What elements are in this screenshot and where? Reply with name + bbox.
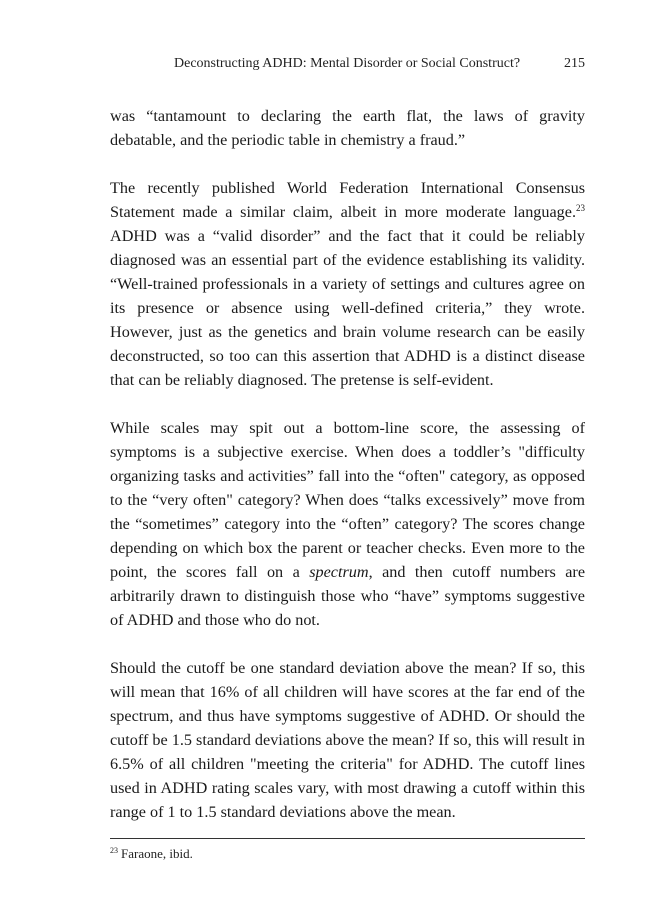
running-header — [110, 56, 585, 76]
paragraph-2-text-a: The recently published World Federation International Consensus Statement made a similar claim, albeit in more moderate language. — [110, 179, 585, 221]
paragraph-3-emphasis: spectrum — [309, 563, 369, 581]
footnote-divider — [110, 838, 585, 839]
paragraph-3 — [110, 416, 585, 632]
footnote-text: Faraone, ibid. — [121, 846, 193, 861]
paragraph-4: Should the cutoff be one standard deviation above the mean? If so, this will mean that 16% of all children will have scores at the far end of the spectrum, and thus have symptoms suggestive of ADHD. Or should the cutoff be 1.5 standard deviations above the mean? If so, this will result in 6.5% of all children "meeting the criteria" for ADHD. The cutoff lines used in ADHD rating scales vary, with most drawing a cutoff within this range of 1 to 1.5 standard deviations above the mean. — [110, 659, 585, 821]
footnote-number: 23 — [110, 846, 118, 855]
paragraph-2 — [110, 176, 585, 392]
paragraph-3-text-a: While scales may spit out a bottom-line score, the assessing of symptoms is a subjective exercise. When does a toddler’s "difficulty organizing tasks and activities” fall into the “often" category, as opposed to the “very often" category? When does “talks excessively” move from the “sometimes” category into the “often” category? The scores change depending on which box the parent or teacher checks. Even more to the point, the scores fall on a — [110, 419, 585, 581]
paragraph-2-text-b: ADHD was a “valid disorder” and the fact that it could be reliably diagnosed was an essential part of the evidence establishing its validity. “Well-trained professionals in a variety of settings and cultures agree on its presence or absence using well-defined criteria,” they wrote. However, just as the genetics and brain volume research can be easily deconstructed, so too can this assertion that ADHD is a distinct disease that can be reliably diagnosed. The pretense is self-evident. — [110, 227, 585, 389]
page-number: 215 — [564, 56, 585, 71]
footnote — [110, 846, 585, 862]
running-header-title: Deconstructing ADHD: Mental Disorder or Social Construct? — [174, 56, 521, 71]
paragraph-3-text-b: , and then cutoff numbers are arbitrarily drawn to distinguish those who “have” symptoms suggestive of ADHD and those who do not. — [110, 563, 586, 629]
body-text — [110, 104, 585, 848]
footnote-reference[interactable]: 23 — [576, 203, 585, 213]
paragraph-1: was “tantamount to declaring the earth flat, the laws of gravity debatable, and the periodic table in chemistry a fraud.” — [110, 107, 585, 149]
